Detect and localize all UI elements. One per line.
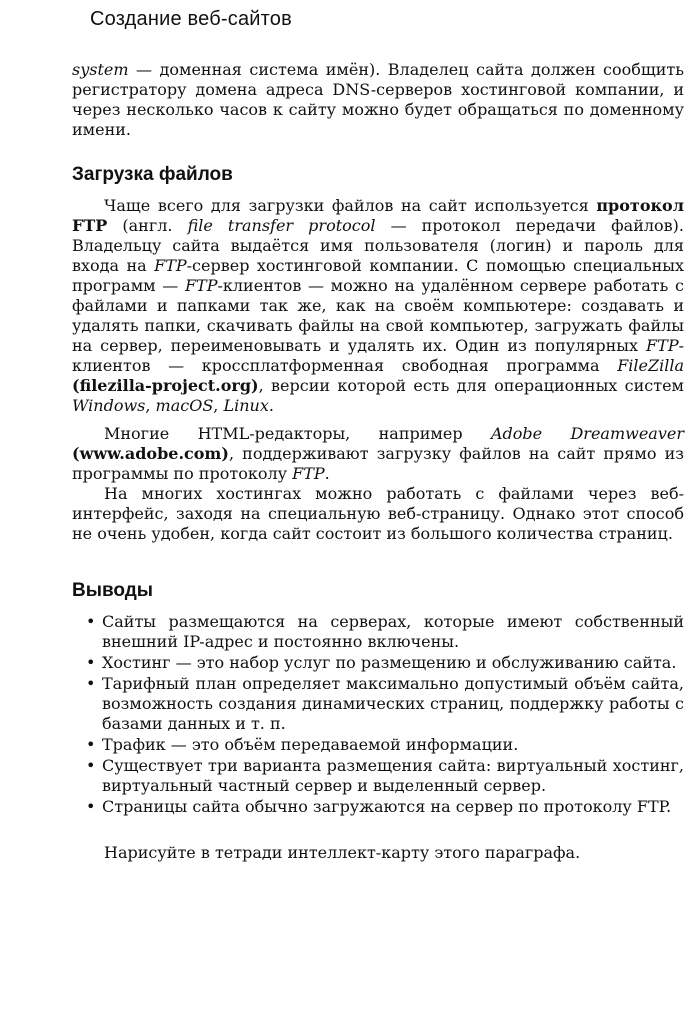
running-header: Создание веб-сайтов [90, 8, 292, 30]
url-adobe: (www.adobe.com) [72, 444, 229, 463]
bullet-icon: • [86, 756, 96, 775]
intro-text: — доменная система имён). Владелец сайта должен сообщить регистратору домена адреса DNS-серверов хостинговой компании, и через несколько часов к сайту можно будет обращаться по доменному имени. [72, 60, 684, 139]
list-item [72, 653, 684, 673]
text-span: , версии которой есть для операционных систем [258, 376, 684, 395]
list-item-text: Существует три варианта размещения сайта: виртуальный хостинг, виртуальный частный сервер и выделенный сервер. [102, 756, 684, 795]
term-filezilla: FileZilla [617, 356, 684, 375]
url-filezilla: (filezilla-project.org) [72, 376, 259, 395]
text-span: Чаще всего для загрузки файлов на сайт используется [104, 196, 597, 215]
page-content [72, 60, 684, 863]
list-item-text: Хостинг — это набор услуг по размещению и обслуживанию сайта. [102, 653, 677, 672]
list-item [72, 797, 684, 817]
conclusions-list [72, 612, 684, 817]
text-span: -клиентов — кроссплатформенная свободная программа [72, 336, 684, 375]
list-item [72, 612, 684, 652]
list-item-text: Сайты размещаются на серверах, которые имеют собственный внешний IP-адрес и постоянно включены. [102, 612, 684, 651]
bullet-icon: • [86, 797, 96, 816]
term-ftp-protocol: протокол FTP [72, 196, 684, 235]
upload-paragraph-editors [72, 424, 684, 484]
intro-term: system [72, 60, 129, 79]
term-windows: Windows [72, 396, 146, 415]
section-heading-upload: Загрузка файлов [72, 164, 233, 185]
text-span: -клиентов — можно на удалённом сервере работать с файлами и папками так же, как на своём компьютере: создавать и удалять папки, скачивать файлы на свой компьютер, загружать файлы на сервер, переименовывать и удалять их. Один из популярных [72, 276, 685, 355]
section-heading-conclusions: Выводы [72, 580, 154, 601]
text-span: . [268, 396, 274, 415]
list-item [72, 735, 684, 755]
text-span: -сервер хостинговой компании. С помощью специальных программ — [72, 256, 684, 295]
text-span: — протокол передачи файлов). Владельцу сайта выдаётся имя пользователя (логин) и пароль для входа на [72, 216, 685, 275]
term-linux: Linux [223, 396, 269, 415]
bullet-icon: • [86, 735, 96, 754]
list-item-text: Страницы сайта обычно загружаются на сервер по протоколу FTP. [102, 797, 672, 816]
text-span: Многие HTML-редакторы, например [104, 424, 491, 443]
term-adobe-dreamweaver: Adobe Dreamweaver [490, 424, 684, 443]
term-ftp: FTP [646, 336, 679, 355]
list-item-text: Тарифный план определяет максимально допустимый объём сайта, возможность создания динамических страниц, поддержку работы с базами данных и т. п. [102, 674, 684, 733]
text-span: . [324, 464, 330, 483]
text-span: , поддерживают загрузку файлов на сайт прямо из программы по протоколу [72, 444, 684, 483]
bullet-icon: • [86, 674, 96, 693]
term-file-transfer-protocol: file transfer protocol [187, 216, 376, 235]
term-ftp: FTP [292, 464, 325, 483]
text-span: , [145, 396, 156, 415]
upload-paragraph-ftp [72, 196, 684, 416]
text-span: , [213, 396, 224, 415]
bullet-icon: • [86, 653, 96, 672]
term-macos: macOS [155, 396, 214, 415]
upload-paragraph-web-interface: На многих хостингах можно работать с файлами через веб-интерфейс, заходя на специальную веб-страницу. Однако этот способ не очень удобен, когда сайт состоит из большого количества страниц. [72, 484, 684, 543]
task-assignment: Нарисуйте в тетради интеллект-карту этого параграфа. [104, 843, 581, 862]
intro-paragraph [72, 60, 684, 140]
list-item [72, 756, 684, 796]
term-ftp: FTP [184, 276, 218, 295]
list-item [72, 674, 684, 734]
term-ftp: FTP [154, 256, 187, 275]
list-item-text: Трафик — это объём передаваемой информации. [102, 735, 519, 754]
text-span: (англ. [107, 216, 188, 235]
bullet-icon: • [86, 612, 96, 631]
